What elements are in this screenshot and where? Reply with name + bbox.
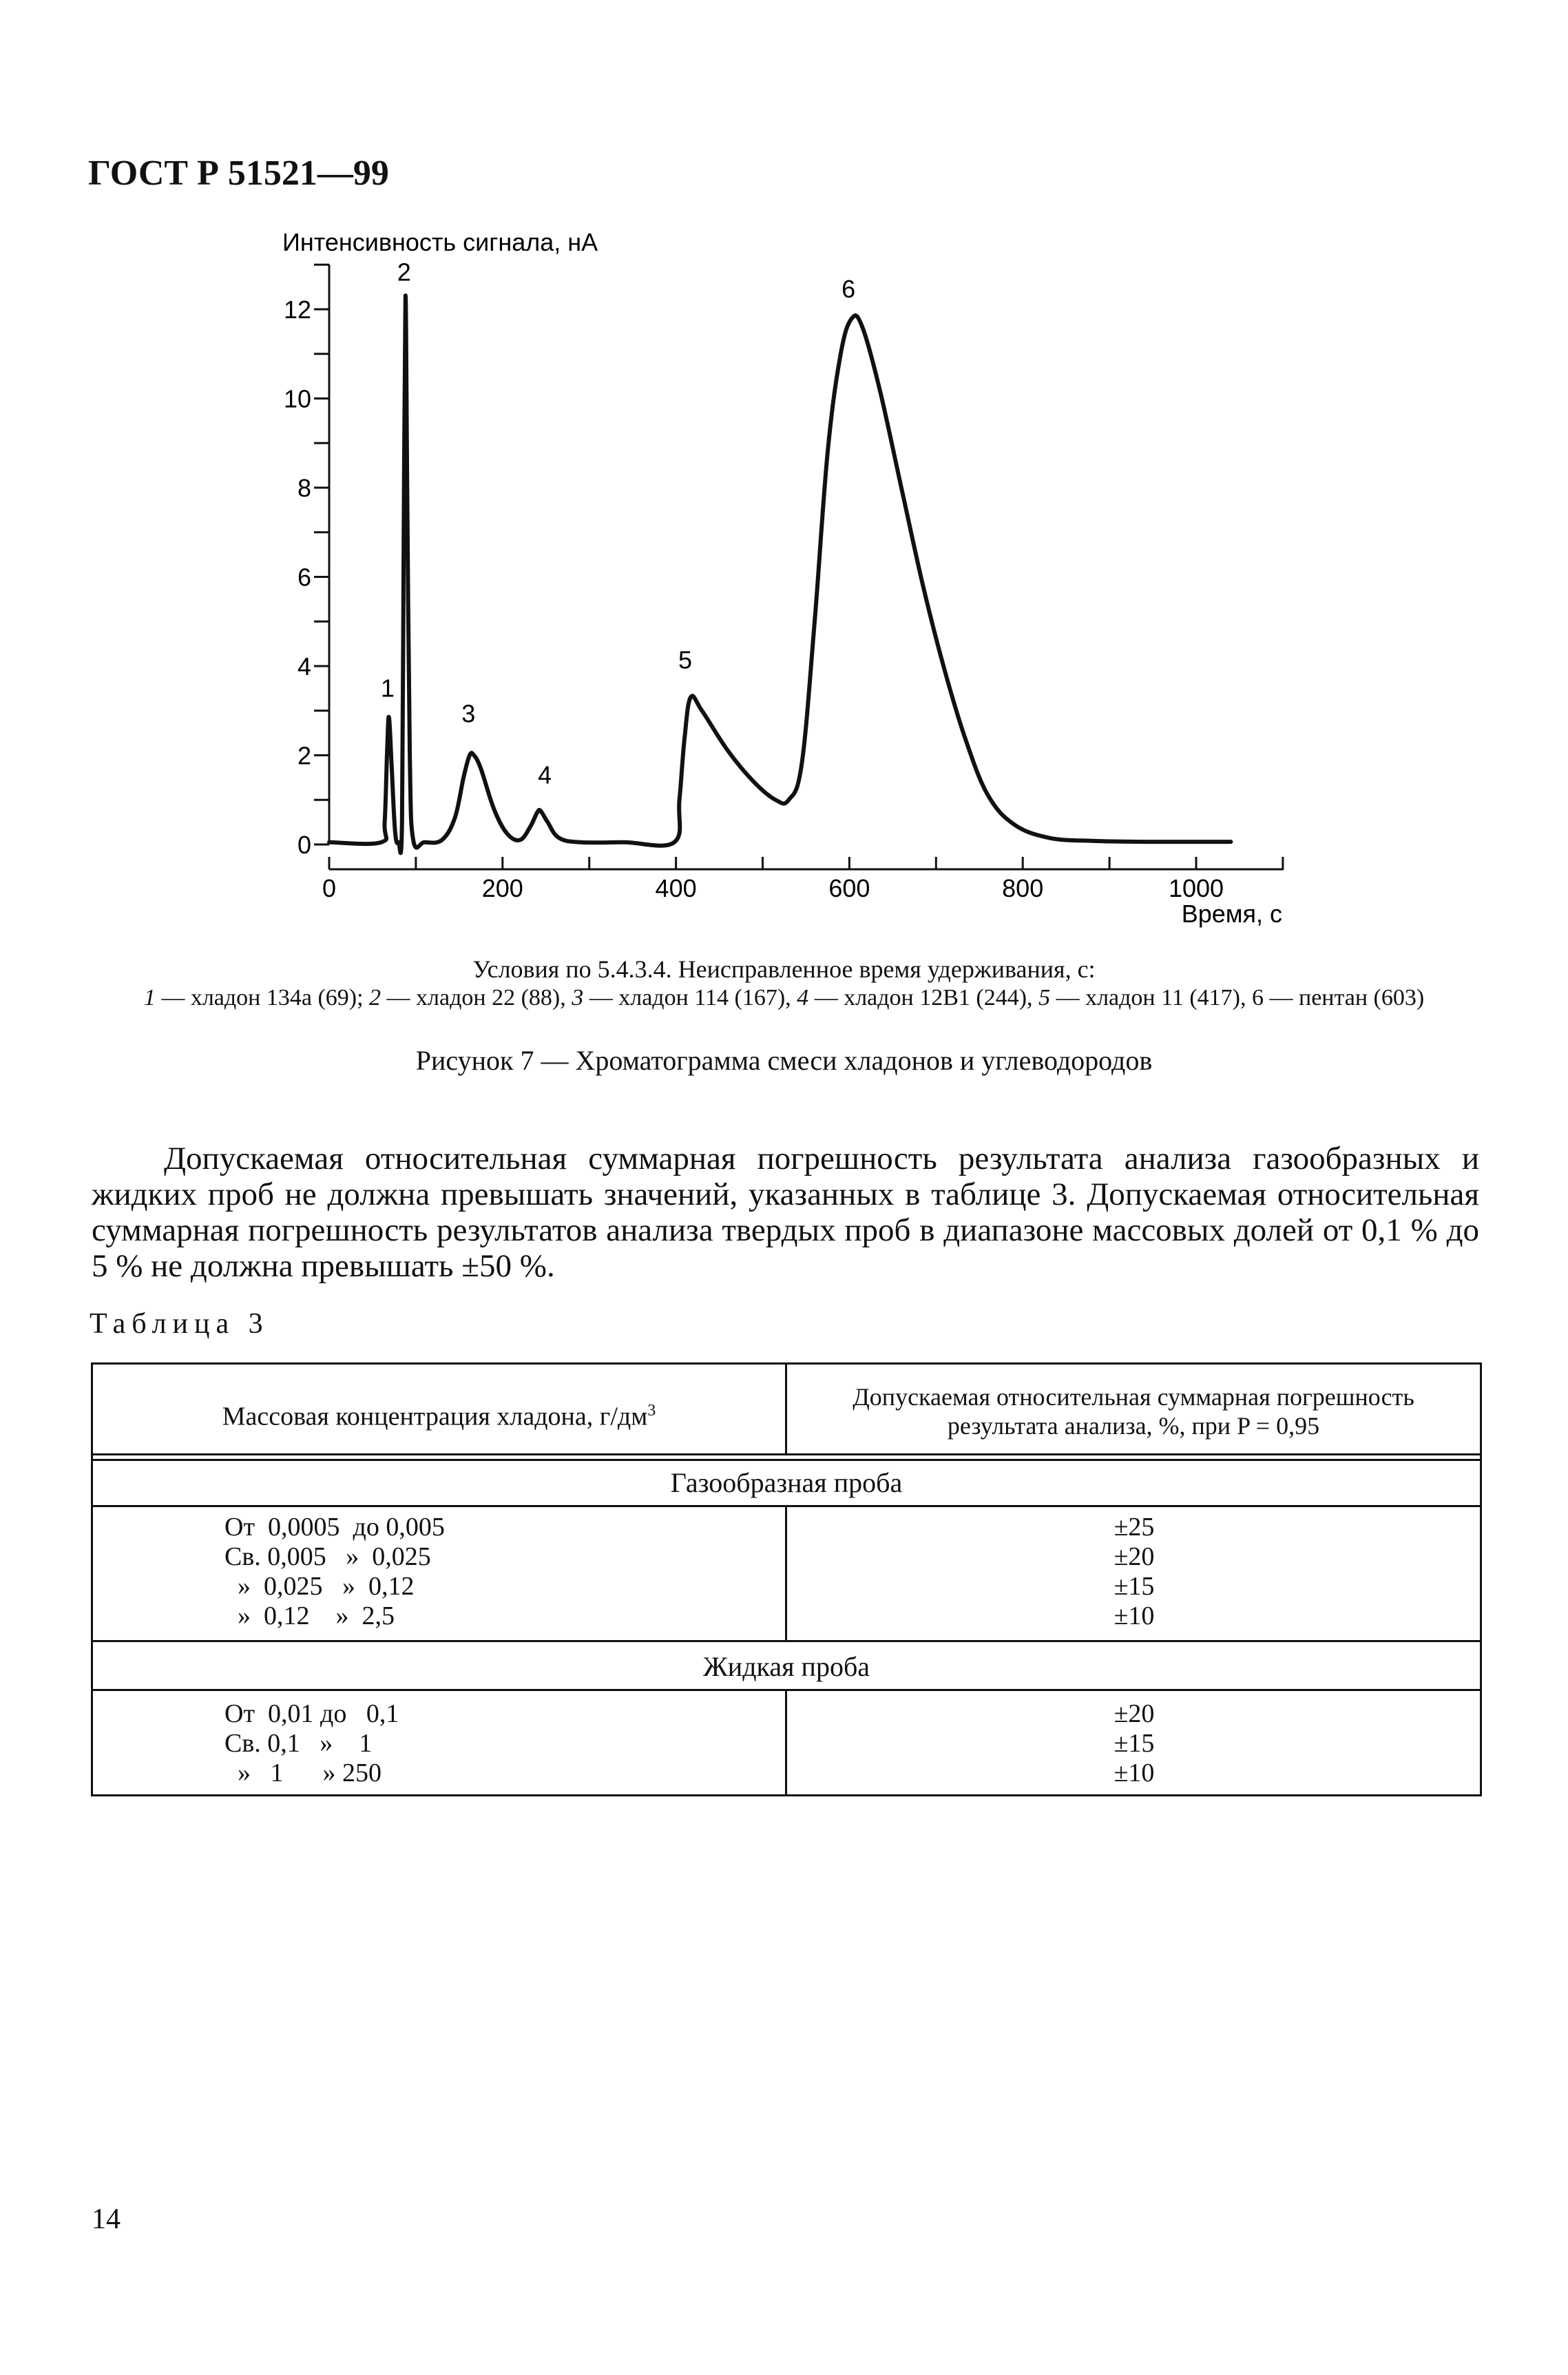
y-tick-label: 0 (297, 831, 311, 859)
legend-text-4: — хладон 12В1 (244), (808, 985, 1039, 1010)
table-error-gas-1: ±25 (1114, 1513, 1155, 1542)
table-error-gas-2: ±20 (1114, 1542, 1155, 1571)
x-tick-label: 1000 (1168, 874, 1224, 902)
legend-text-3: — хладон 114 (167), (583, 985, 797, 1010)
body-paragraph: Допускаемая относительная суммарная погрешность результата анализа газообразных и жидких проб не должна превышать значений, указанных в таблице 3. Допускаемая относительная суммарная погрешность результатов анализа твердых проб в диапазоне массовых долей от 0,1 % до 5 % не должна превышать ±50 %. (92, 1141, 1479, 1284)
table-header-error (787, 1382, 1480, 1440)
legend-number-1: 1 (143, 985, 156, 1010)
y-tick-label: 6 (297, 563, 311, 592)
legend-number-2: 2 (369, 985, 381, 1010)
chromatogram-series-line (329, 295, 1231, 853)
x-tick-label: 800 (1002, 874, 1044, 902)
y-tick-label: 4 (297, 652, 311, 681)
chart-peak-legend (0, 985, 1568, 1011)
table-section-title-liquid: Жидкая проба (702, 1651, 870, 1682)
y-tick-label: 2 (297, 741, 311, 770)
table-range-gas-2: Св. 0,005 » 0,025 (224, 1542, 431, 1571)
document-id-header: ГОСТ Р 51521—99 (88, 154, 389, 193)
table-header-concentration-sup: 3 (647, 1402, 656, 1420)
table-header-divider-second (91, 1459, 1482, 1461)
legend-number-3: 3 (572, 985, 584, 1010)
chromatogram-chart (0, 0, 1568, 951)
legend-text-5: — хладон 11 (417), 6 — пентан (603) (1050, 985, 1425, 1010)
chart-ticks (284, 265, 1283, 902)
table-range-gas-1: От 0,0005 до 0,005 (224, 1513, 445, 1542)
x-tick-label: 0 (322, 874, 337, 902)
peak-label-5: 5 (678, 645, 693, 674)
table-error-liquid-3: ±10 (1114, 1759, 1155, 1787)
legend-number-5: 5 (1038, 985, 1051, 1010)
table-header-error-line1: Допускаемая относительная суммарная погрешность (853, 1383, 1414, 1411)
legend-text-1: — хладон 134а (69); (155, 985, 370, 1010)
table-range-liquid-1: От 0,01 до 0,1 (224, 1699, 399, 1728)
x-tick-label: 600 (828, 874, 870, 902)
table-header-error-line2: результата анализа, %, при P = 0,95 (947, 1412, 1320, 1440)
legend-number-4: 4 (797, 985, 809, 1010)
peak-label-4: 4 (538, 760, 552, 789)
x-axis-label: Время, с (1181, 900, 1282, 928)
table-error-liquid-1: ±20 (1114, 1699, 1155, 1728)
table-header-concentration-text: Массовая концентрация хладона, г/дм (222, 1402, 648, 1431)
chart-conditions-note: Условия по 5.4.3.4. Неисправленное время удерживания, с: (472, 955, 1096, 983)
table-range-gas-4: » 0,12 » 2,5 (224, 1601, 395, 1630)
legend-text-2: — хладон 22 (88), (381, 985, 572, 1010)
table-header-concentration (93, 1396, 785, 1432)
table-range-liquid-2: Св. 0,1 » 1 (224, 1729, 373, 1758)
y-tick-label: 8 (297, 474, 311, 502)
table-section-title-gas: Газообразная проба (670, 1467, 903, 1498)
chart-axes (329, 265, 1284, 869)
table-range-liquid-3: » 1 » 250 (224, 1759, 381, 1787)
y-tick-label: 12 (283, 295, 311, 324)
table-error-gas-3: ±15 (1114, 1572, 1155, 1601)
peak-labels (381, 258, 855, 789)
table-error-liquid-2: ±15 (1114, 1729, 1155, 1758)
y-tick-label: 10 (283, 384, 311, 413)
peak-label-3: 3 (461, 699, 476, 728)
figure-caption: Рисунок 7 — Хроматограмма смеси хладонов и углеводородов (415, 1045, 1153, 1076)
x-tick-label: 400 (655, 874, 697, 902)
peak-label-2: 2 (397, 258, 411, 287)
peak-label-1: 1 (380, 674, 395, 703)
page-number: 14 (92, 2203, 121, 2235)
table-range-gas-3: » 0,025 » 0,12 (224, 1572, 415, 1601)
peak-label-6: 6 (842, 274, 856, 303)
x-tick-label: 200 (481, 874, 523, 902)
table-label: Таблица 3 (90, 1308, 269, 1340)
y-axis-label: Интенсивность сигнала, нА (282, 228, 598, 256)
table-error-gas-4: ±10 (1114, 1601, 1155, 1630)
